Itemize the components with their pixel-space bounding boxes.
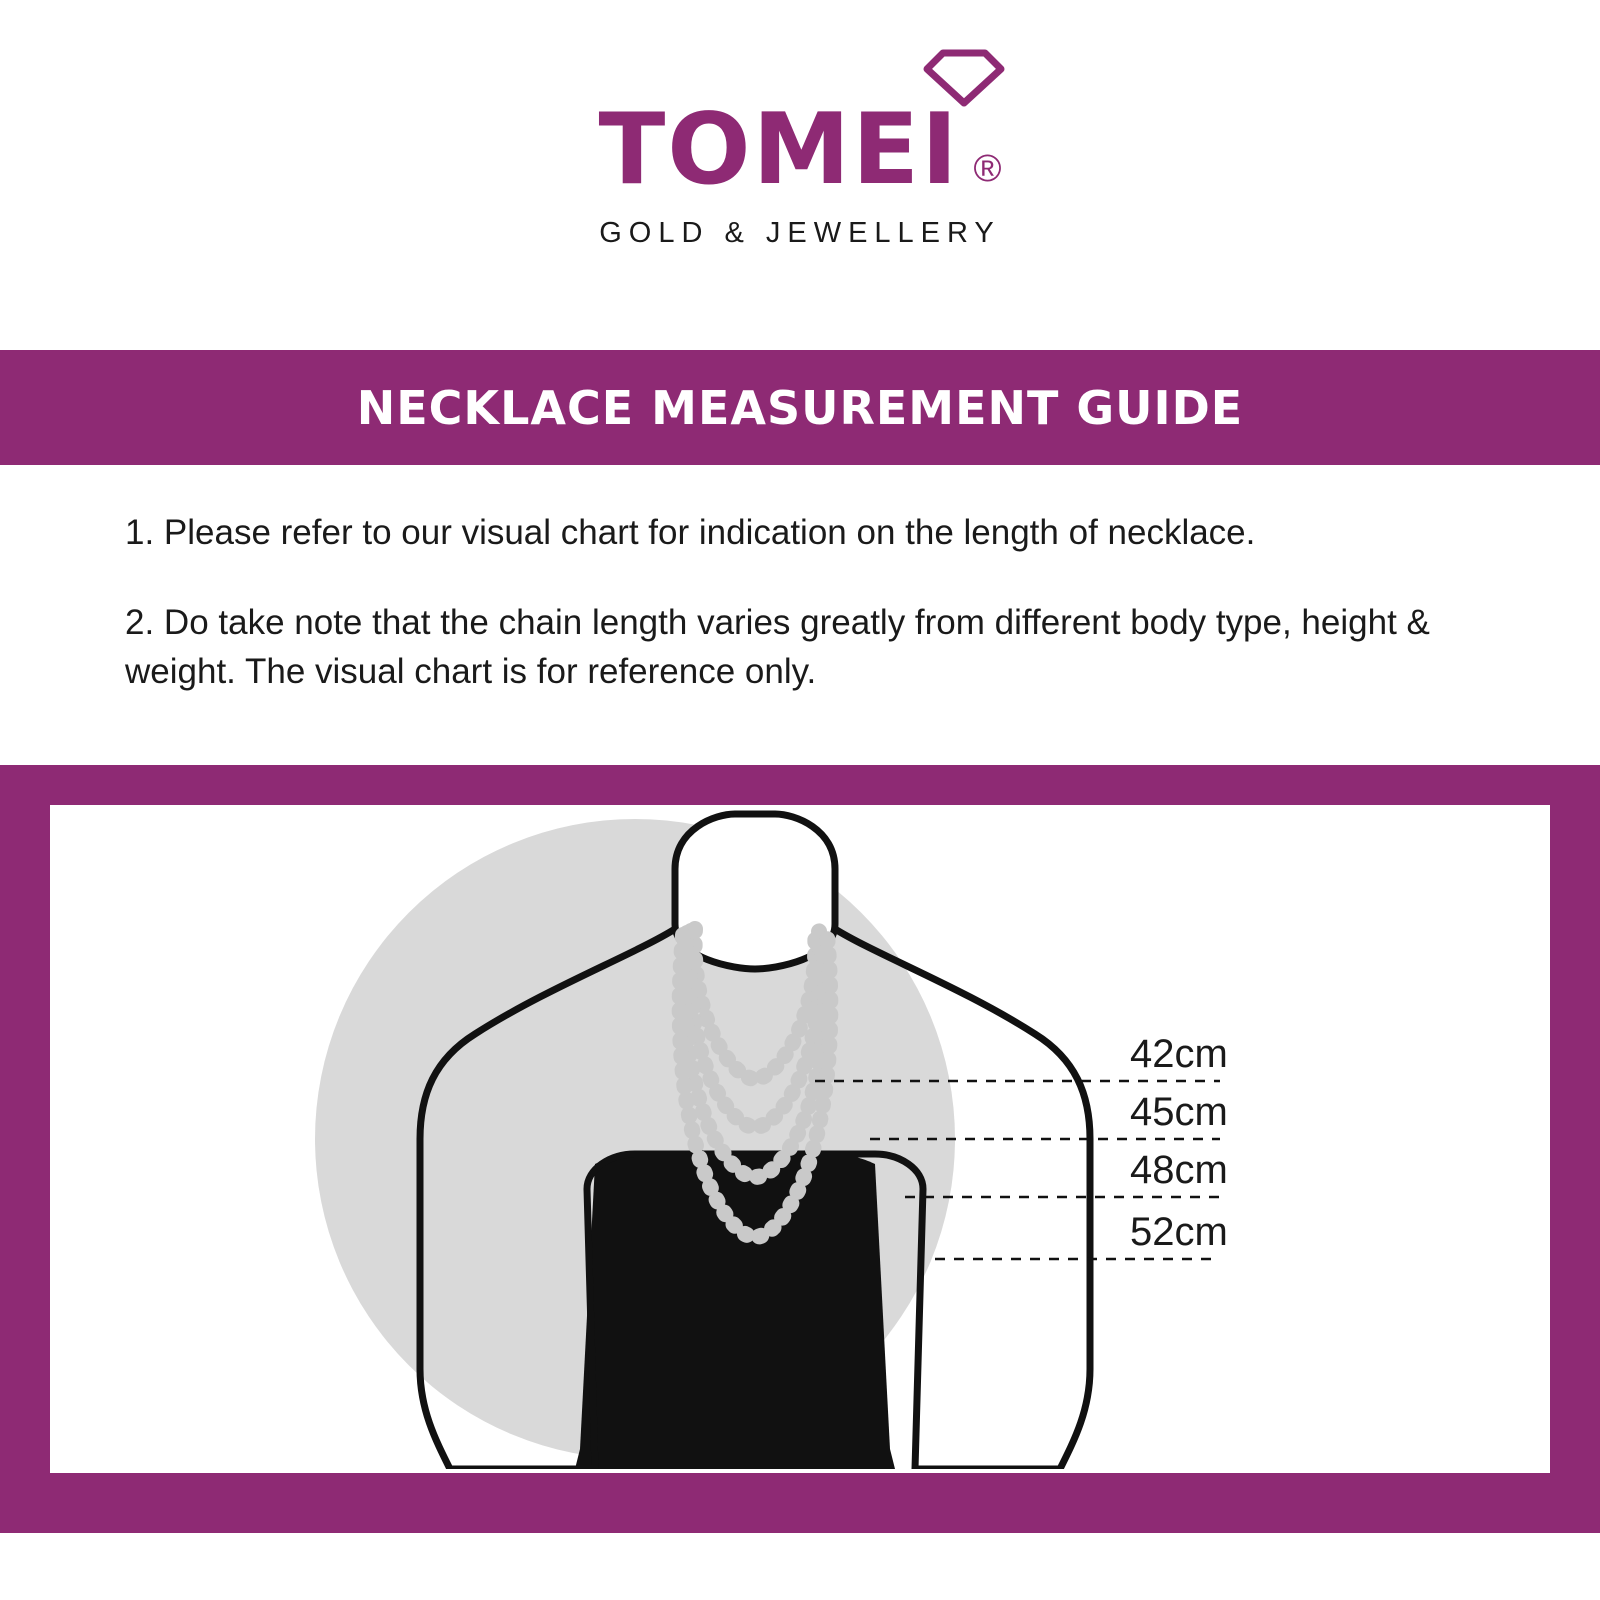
logo-area [0, 0, 1600, 350]
length-labels [1130, 1032, 1228, 1254]
length-label-42cm: 42cm [1130, 1032, 1228, 1076]
brand-logo [598, 92, 1002, 250]
length-label-48cm: 48cm [1130, 1148, 1228, 1192]
instruction-item-2: 2. Do take note that the chain length varies greatly from different body type, height & weight. The visual chart is for reference only. [125, 603, 1430, 691]
length-label-52cm: 52cm [1130, 1210, 1228, 1254]
necklace-length-diagram [75, 809, 1525, 1469]
length-label-45cm: 45cm [1130, 1090, 1228, 1134]
brand-tagline: GOLD & JEWELLERY [599, 216, 1001, 249]
dress-hem [575, 1449, 895, 1469]
instructions-section [0, 465, 1600, 765]
brand-name: TOMEI [598, 92, 960, 207]
chart-frame [0, 765, 1600, 1533]
diamond-icon [919, 49, 1009, 107]
instruction-item-1: 1. Please refer to our visual chart for indication on the length of necklace. [125, 513, 1256, 552]
registered-mark: ® [973, 147, 1002, 190]
page-title-bar [0, 350, 1600, 465]
chart-canvas [50, 805, 1550, 1473]
logo-text-row [598, 92, 1002, 207]
page-title: NECKLACE MEASUREMENT GUIDE [356, 380, 1244, 435]
dress-shape [580, 1154, 890, 1449]
